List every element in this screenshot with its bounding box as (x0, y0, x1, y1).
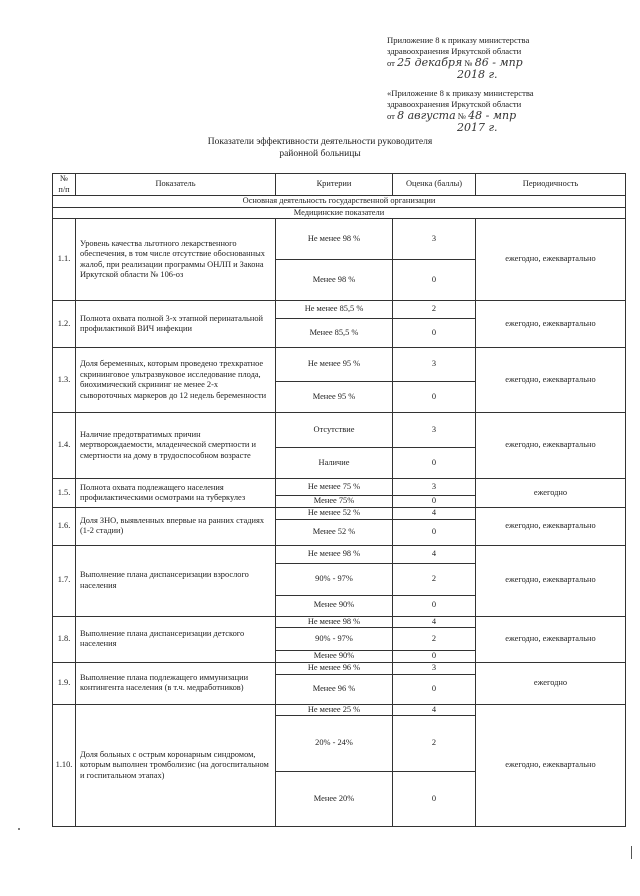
row-number: 1.5. (53, 479, 76, 508)
table-row (53, 663, 626, 675)
header-line-2: здравоохранения Иркутской области (387, 46, 522, 56)
scan-dot (18, 828, 20, 830)
score: 0 (393, 496, 476, 508)
table-row (53, 616, 626, 628)
score: 0 (393, 382, 476, 413)
indicator-text: Доля больных с острым коронарным синдромом, которым выполнен тромболизис (на догоспитальном и госпитальном этапах) (76, 704, 276, 827)
indicators-table (52, 173, 626, 827)
score: 3 (393, 413, 476, 448)
score: 4 (393, 545, 476, 563)
scan-mark (631, 846, 632, 859)
row-number: 1.10. (53, 704, 76, 827)
row-number: 1.8. (53, 616, 76, 663)
score: 0 (393, 319, 476, 348)
table-row (53, 413, 626, 448)
criterion: 20% - 24% (276, 716, 393, 772)
score: 0 (393, 448, 476, 479)
section-title: Основная деятельность государственной организации (53, 196, 626, 208)
row-number: 1.3. (53, 348, 76, 413)
row-number: 1.9. (53, 663, 76, 705)
score: 0 (393, 674, 476, 704)
subsection-row (53, 207, 626, 219)
table-row (53, 301, 626, 319)
section-row (53, 196, 626, 208)
score: 3 (393, 219, 476, 260)
score: 0 (393, 260, 476, 301)
periodicity: ежегодно, ежеквартально (476, 348, 626, 413)
row-number: 1.4. (53, 413, 76, 479)
criterion: Не менее 52 % (276, 508, 393, 520)
criterion: 90% - 97% (276, 628, 393, 651)
periodicity: ежегодно, ежеквартально (476, 545, 626, 616)
criterion: Менее 20% (276, 772, 393, 827)
column-header: Периодичность (476, 174, 626, 196)
score: 2 (393, 716, 476, 772)
criterion: 90% - 97% (276, 563, 393, 595)
score: 4 (393, 704, 476, 716)
header-line-1: Приложение 8 к приказу министерства (387, 35, 530, 45)
header-line-3: от 25 декабря № 86 - мпр (387, 56, 523, 69)
criterion: Менее 98 % (276, 260, 393, 301)
table-row (53, 545, 626, 563)
column-header: Показатель (76, 174, 276, 196)
periodicity: ежегодно (476, 663, 626, 705)
header-line-6: здравоохранения Иркутской области (387, 99, 522, 109)
criterion: Менее 52 % (276, 519, 393, 545)
criterion: Не менее 98 % (276, 219, 393, 260)
score: 2 (393, 628, 476, 651)
indicator-text: Выполнение плана подлежащего иммунизации контингента населения (в т.ч. медработников) (76, 663, 276, 705)
indicator-text: Наличие предотвратимых причин мертворождаемости, младенческой смертности и смертности на дому в трудоспособном возрасте (76, 413, 276, 479)
score: 0 (393, 519, 476, 545)
subsection-title: Медицинские показатели (53, 207, 626, 219)
indicator-text: Уровень качества льготного лекарственного обеспечения, в том числе отсутствие обоснованных жалоб, при реализации программы ОНЛП и Закона Иркутской области № 106-оз (76, 219, 276, 301)
criterion: Менее 75% (276, 496, 393, 508)
row-number: 1.1. (53, 219, 76, 301)
periodicity: ежегодно (476, 479, 626, 508)
score: 0 (393, 595, 476, 616)
periodicity: ежегодно, ежеквартально (476, 704, 626, 827)
handwritten-number: 86 - мпр (474, 56, 523, 69)
score: 3 (393, 663, 476, 675)
column-header: Критерии (276, 174, 393, 196)
score: 4 (393, 508, 476, 520)
header-line-7: от 8 августа № 48 - мпр (387, 109, 517, 122)
criterion: Менее 96 % (276, 674, 393, 704)
criterion: Не менее 85,5 % (276, 301, 393, 319)
column-header: Оценка (баллы) (393, 174, 476, 196)
periodicity: ежегодно, ежеквартально (476, 508, 626, 546)
indicator-text: Доля ЗНО, выявленных впервые на ранних стадиях (1-2 стадии) (76, 508, 276, 546)
handwritten-year: 2017 г. (457, 121, 498, 134)
criterion: Менее 90% (276, 651, 393, 663)
criterion: Менее 90% (276, 595, 393, 616)
score: 4 (393, 616, 476, 628)
criterion: Не менее 75 % (276, 479, 393, 496)
indicator-text: Выполнение плана диспансеризации взрослого населения (76, 545, 276, 616)
score: 2 (393, 301, 476, 319)
row-number: 1.6. (53, 508, 76, 546)
indicator-text: Полнота охвата подлежащего населения профилактическими осмотрами на туберкулез (76, 479, 276, 508)
handwritten-year: 2018 г. (457, 68, 498, 81)
row-number: 1.2. (53, 301, 76, 348)
criterion: Не менее 98 % (276, 545, 393, 563)
indicator-text: Доля беременных, которым проведено трехкратное скрининговое ультразвуковое исследование плода, биохимический скрининг не менее 2-х сывороточных маркеров до 12 недель беременности (76, 348, 276, 413)
column-header: № п/п (53, 174, 76, 196)
row-number: 1.7. (53, 545, 76, 616)
score: 3 (393, 479, 476, 496)
score: 0 (393, 651, 476, 663)
handwritten-date: 8 августа (397, 109, 456, 122)
score: 2 (393, 563, 476, 595)
criterion: Менее 95 % (276, 382, 393, 413)
document-title: Показатели эффективности деятельности руководителя районной больницы (207, 137, 433, 159)
criterion: Не менее 98 % (276, 616, 393, 628)
previous-order-header (387, 88, 534, 134)
criterion: Не менее 95 % (276, 348, 393, 382)
score: 3 (393, 348, 476, 382)
table-row (53, 479, 626, 496)
criterion: Менее 85,5 % (276, 319, 393, 348)
header-line-5: «Приложение 8 к приказу министерства (387, 88, 534, 98)
periodicity: ежегодно, ежеквартально (476, 616, 626, 663)
criterion: Наличие (276, 448, 393, 479)
handwritten-date: 25 декабря (397, 56, 463, 69)
table-header-row (53, 174, 626, 196)
periodicity: ежегодно, ежеквартально (476, 219, 626, 301)
criterion: Не менее 96 % (276, 663, 393, 675)
table-row (53, 348, 626, 382)
indicator-text: Выполнение плана диспансеризации детского населения (76, 616, 276, 663)
periodicity: ежегодно, ежеквартально (476, 413, 626, 479)
table-row (53, 219, 626, 260)
table-row (53, 508, 626, 520)
criterion: Отсутствие (276, 413, 393, 448)
table-row (53, 704, 626, 716)
order-header (387, 35, 529, 81)
indicator-text: Полнота охвата полной 3-х этапной перинатальной профилактикой ВИЧ инфекции (76, 301, 276, 348)
handwritten-number: 48 - мпр (468, 109, 517, 122)
score: 0 (393, 772, 476, 827)
criterion: Не менее 25 % (276, 704, 393, 716)
periodicity: ежегодно, ежеквартально (476, 301, 626, 348)
